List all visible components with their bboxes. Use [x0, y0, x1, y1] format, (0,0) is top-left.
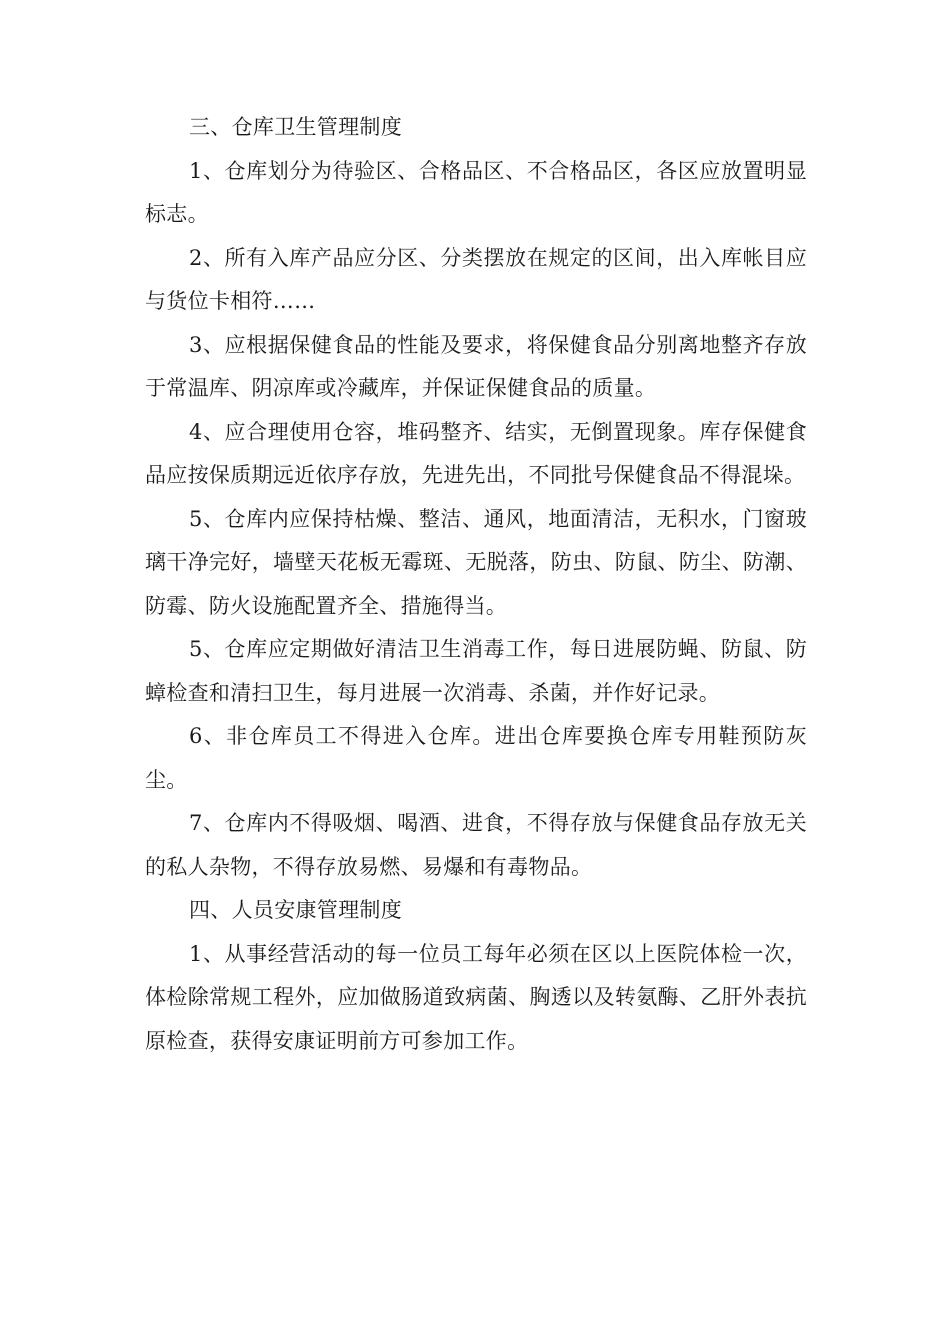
- paragraph-health-check: 1、从事经营活动的每一位员工每年必须在区以上医院体检一次，体检除常规工程外，应加做肠道致病菌、胸透以及转氨酶、乙肝外表抗原检查，获得安康证明前方可参加工作。: [145, 941, 807, 1053]
- paragraph-storage-conditions: 3、应根据保健食品的性能及要求，将保健食品分别离地整齐存放于常温库、阴凉库或冷藏库，并保证保健食品的质量。: [145, 332, 807, 400]
- document-body: [145, 106, 807, 1063]
- paragraph-storage-classification: 2、所有入库产品应分区、分类摆放在规定的区间，出入库帐目应与货位卡相符……: [145, 245, 807, 313]
- section-heading-staff-health: 四、人员安康管理制度: [189, 898, 402, 922]
- paragraph-stacking: 4、应合理使用仓容，堆码整齐、结实，无倒置现象。库存保健食品应按保质期远近依序存放，先进先出，不同批号保健食品不得混垛。: [145, 419, 807, 487]
- paragraph-access: 6、非仓库员工不得进入仓库。进出仓库要换仓库专用鞋预防灰尘。: [145, 724, 807, 792]
- paragraph-prohibitions: 7、仓库内不得吸烟、喝酒、进食，不得存放与保健食品存放无关的私人杂物，不得存放易燃、易爆和有毒物品。: [145, 811, 807, 879]
- paragraph-disinfection: 5、仓库应定期做好清洁卫生消毒工作，每日进展防蝇、防鼠、防蟑检查和清扫卫生，每月进展一次消毒、杀菌，并作好记录。: [145, 637, 807, 705]
- paragraph-environment: 5、仓库内应保持枯燥、整洁、通风，地面清洁，无积水，门窗玻璃干净完好，墙壁天花板无霉斑、无脱落，防虫、防鼠、防尘、防潮、防霉、防火设施配置齐全、措施得当。: [145, 506, 807, 618]
- section-heading-warehouse-hygiene: 三、仓库卫生管理制度: [189, 115, 402, 139]
- paragraph-zoning: 1、仓库划分为待验区、合格品区、不合格品区，各区应放置明显标志。: [145, 158, 807, 226]
